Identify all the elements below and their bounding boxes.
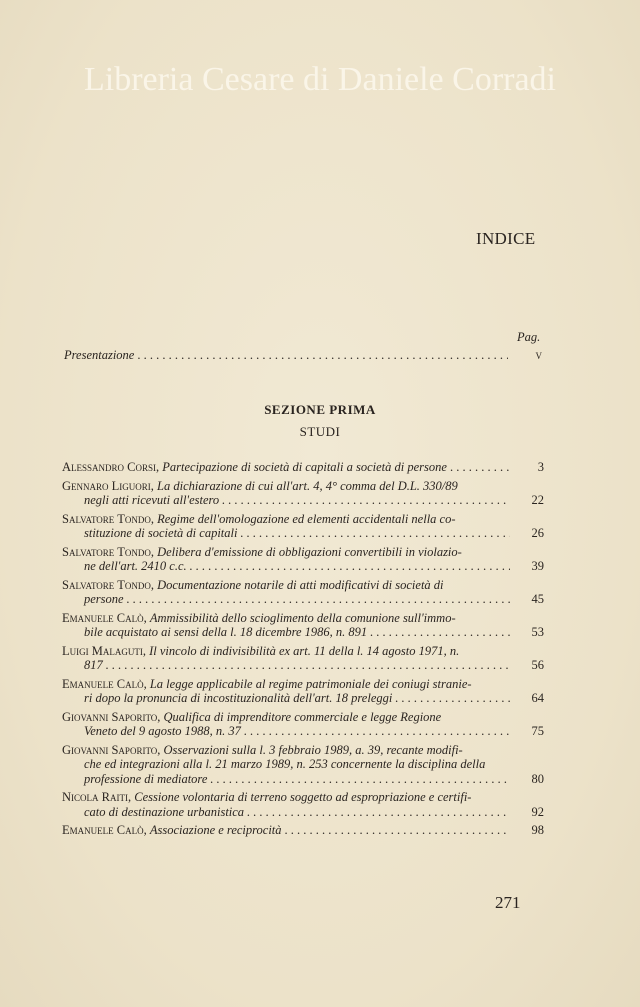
entry-title: 817 xyxy=(84,658,103,672)
entry-line xyxy=(62,710,544,725)
entry-title: che ed integrazioni alla l. 21 marzo 1989, n. 253 concernente la disciplina della xyxy=(84,757,486,771)
dot-leader xyxy=(106,658,510,673)
entry-title: professione di mediatore xyxy=(84,771,208,786)
dot-leader xyxy=(240,526,510,541)
dot-leader xyxy=(210,772,510,787)
entry-line xyxy=(62,512,544,527)
entry-line xyxy=(62,805,544,820)
dot-leader xyxy=(190,559,510,574)
entry-author: Giovanni Saporito xyxy=(62,742,158,757)
entry-author: Salvatore Tondo xyxy=(62,511,151,526)
entry-page: 26 xyxy=(531,526,544,540)
entry-author: Salvatore Tondo xyxy=(62,544,151,559)
separator: , xyxy=(150,544,158,559)
toc-entry xyxy=(62,644,544,673)
entry-page: 53 xyxy=(531,625,544,639)
dot-leader xyxy=(247,805,510,820)
separator: , xyxy=(142,643,150,658)
entry-line xyxy=(62,526,544,541)
toc-entries xyxy=(62,460,544,842)
entry-author: Emanuele Calò xyxy=(62,610,144,625)
separator: , xyxy=(143,823,150,837)
toc-entry xyxy=(62,823,544,838)
entry-page: 75 xyxy=(531,724,544,738)
entry-author: Salvatore Tondo xyxy=(62,577,151,592)
watermark: Libreria Cesare di Daniele Corradi xyxy=(83,61,556,98)
entry-page: 80 xyxy=(531,771,544,786)
entry-title: Qualifica di imprenditore commerciale e legge Regione xyxy=(163,709,442,724)
entry-line xyxy=(62,611,544,626)
entry-page: 92 xyxy=(531,804,544,819)
entry-title: Il vincolo di indivisibilità ex art. 11 della l. 14 agosto 1971, n. xyxy=(149,643,460,658)
toc-entry xyxy=(62,611,544,640)
entry-line xyxy=(62,592,544,607)
entry-page: 45 xyxy=(531,592,544,606)
entry-line xyxy=(62,677,544,692)
entry-line xyxy=(62,493,544,508)
entry-page: v xyxy=(535,348,542,362)
entry-title: La dichiarazione di cui all'art. 4, 4° comma del D.L. 330/89 xyxy=(157,478,458,493)
entry-page: 22 xyxy=(531,493,544,507)
entry-title: Partecipazione di società di capitali a società di persone xyxy=(162,460,447,474)
entry-author: Emanuele Calò xyxy=(62,676,144,691)
page-column-label: Pag. xyxy=(517,330,541,344)
entry-title: negli atti ricevuti all'estero xyxy=(84,493,220,507)
entry-title: cato di destinazione urbanistica xyxy=(84,804,245,819)
entry-title: persone xyxy=(84,592,124,606)
entry-author: Gennaro Liguori xyxy=(62,478,151,493)
section-heading: SEZIONE PRIMA xyxy=(264,402,376,417)
dot-leader xyxy=(244,724,510,739)
toc-entry xyxy=(62,479,544,508)
entry-title: ne dell'art. 2410 c.c. xyxy=(84,559,187,573)
entry-page: 56 xyxy=(531,658,544,672)
entry-line xyxy=(62,743,544,758)
entry-line xyxy=(62,790,544,805)
separator: , xyxy=(156,460,163,474)
entry-page: 98 xyxy=(531,823,544,837)
entry-author: Emanuele Calò xyxy=(62,823,144,837)
entry-page: 64 xyxy=(531,691,544,705)
entry-title: Documentazione notarile di atti modificativi di società di xyxy=(157,577,444,592)
dot-leader xyxy=(370,625,510,640)
toc-entry xyxy=(62,460,544,475)
entry-line xyxy=(62,559,544,574)
entry-author: Luigi Malaguti xyxy=(62,643,143,658)
entry-author: Alessandro Corsi xyxy=(62,460,157,474)
toc-entry xyxy=(62,710,544,739)
separator: , xyxy=(150,478,158,493)
toc-entry xyxy=(62,743,544,787)
entry-line xyxy=(62,625,544,640)
entry-author: Nicola Raiti xyxy=(62,790,128,804)
entry-title: Cessione volontaria di terreno soggetto ad espropriazione e certifi- xyxy=(134,790,472,804)
entry-title: Presentazione xyxy=(64,348,135,362)
entry-line xyxy=(62,479,544,494)
entry-title: Veneto del 9 agosto 1988, n. 37 xyxy=(84,724,241,738)
entry-line xyxy=(62,460,544,475)
entry-line xyxy=(62,578,544,593)
entry-author: Giovanni Saporito xyxy=(62,709,158,724)
entry-line xyxy=(62,691,544,706)
toc-entry xyxy=(62,545,544,574)
entry-line xyxy=(62,658,544,673)
entry-page: 3 xyxy=(537,460,544,474)
entry-line xyxy=(62,823,544,838)
entry-title: La legge applicabile al regime patrimoniale dei coniugi stranie- xyxy=(149,676,472,691)
toc-entry-presentazione xyxy=(64,348,542,363)
toc-entry xyxy=(62,512,544,541)
separator: , xyxy=(127,790,135,804)
page-title: INDICE xyxy=(476,229,536,248)
separator: , xyxy=(150,577,158,592)
dot-leader xyxy=(450,460,510,475)
entry-line xyxy=(62,724,544,739)
entry-title: Associazione e reciprocità xyxy=(149,823,282,837)
dot-leader xyxy=(137,348,508,363)
page-number: 271 xyxy=(495,893,521,912)
separator: , xyxy=(157,709,164,724)
dot-leader xyxy=(222,493,510,508)
entry-title: bile acquistato ai sensi della l. 18 dicembre 1986, n. 891 xyxy=(84,625,368,639)
entry-line xyxy=(62,545,544,560)
separator: , xyxy=(143,610,150,625)
dot-leader xyxy=(395,691,510,706)
dot-leader xyxy=(285,823,510,838)
entry-title: Osservazioni sulla l. 3 febbraio 1989, a. 39, recante modifi- xyxy=(163,742,463,757)
dot-leader xyxy=(127,592,510,607)
toc-entry xyxy=(62,790,544,819)
toc-entry xyxy=(62,578,544,607)
entry-line xyxy=(62,772,544,787)
entry-title: Delibera d'emissione di obbligazioni convertibili in violazio- xyxy=(157,544,462,559)
entry-line xyxy=(62,757,544,772)
entry-title: Regime dell'omologazione ed elementi accidentali nella co- xyxy=(157,511,456,526)
separator: , xyxy=(157,742,164,757)
entry-title: ri dopo la pronuncia di incostituzionalità dell'art. 18 preleggi xyxy=(84,691,393,705)
entry-page: 39 xyxy=(531,559,544,573)
separator: , xyxy=(150,511,158,526)
entry-title: Ammissibilità dello scioglimento della comunione sull'immo- xyxy=(149,610,456,625)
separator: , xyxy=(143,676,150,691)
entry-title: stituzione di società di capitali xyxy=(84,526,238,540)
entry-line xyxy=(62,644,544,659)
section-subtitle: STUDI xyxy=(299,424,341,439)
toc-entry xyxy=(62,677,544,706)
